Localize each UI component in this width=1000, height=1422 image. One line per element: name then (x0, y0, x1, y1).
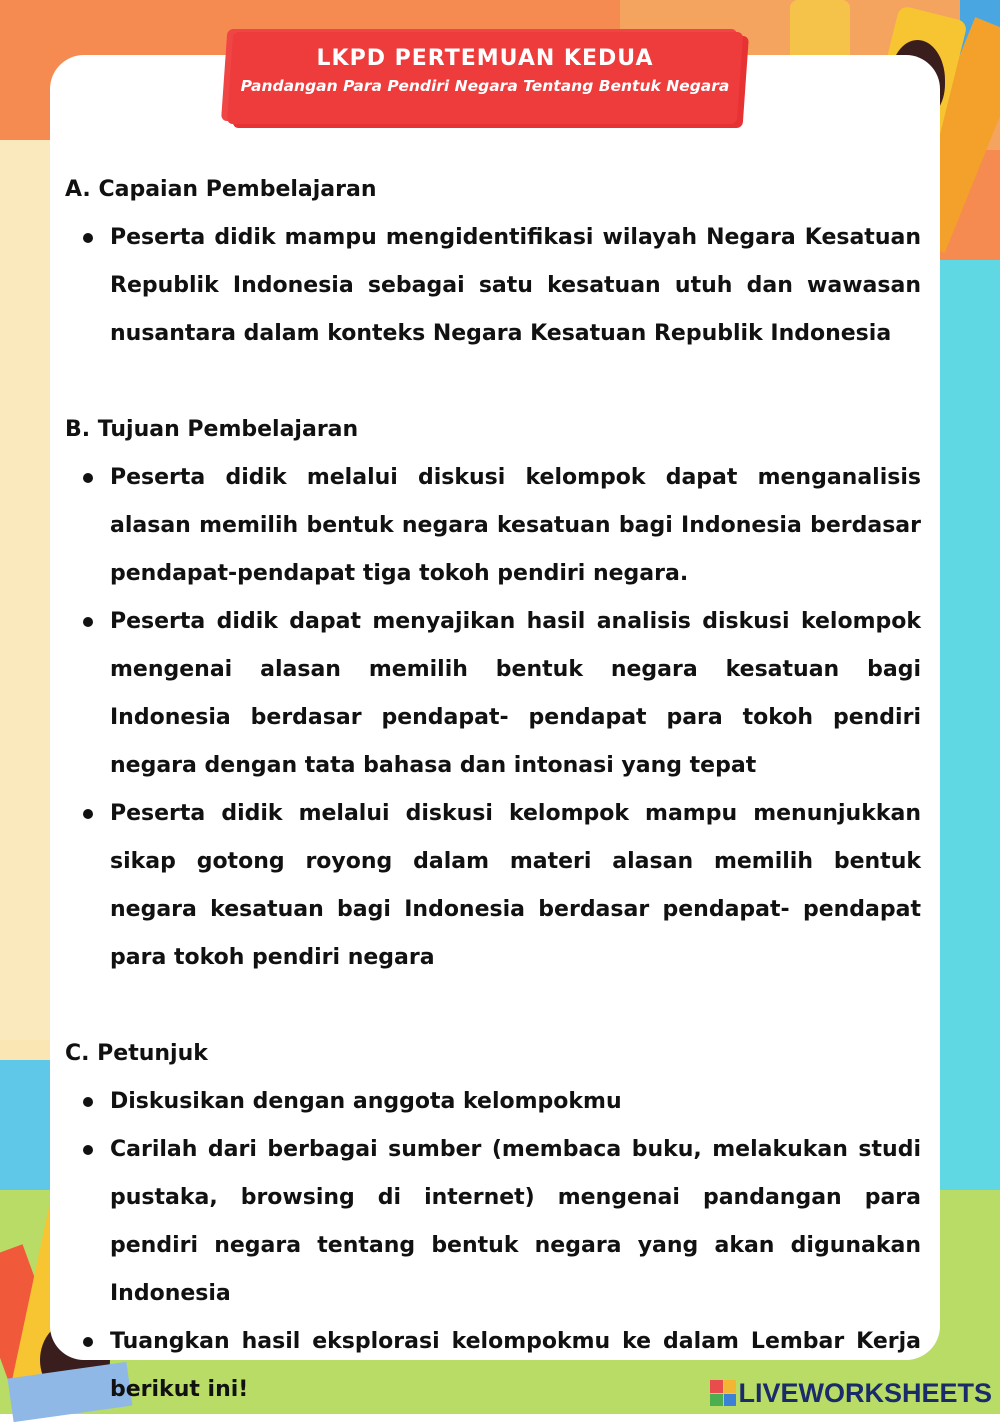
tujuan-list (65, 454, 921, 982)
list-item: Peserta didik dapat menyajikan hasil analisis diskusi kelompok mengenai alasan memilih bentuk negara kesatuan bagi Indonesia berdasar pendapat- pendapat para tokoh pendiri negara dengan tata bahasa dan intonasi yang tepat (110, 598, 921, 790)
list-item: Peserta didik melalui diskusi kelompok mampu menunjukkan sikap gotong royong dalam materi alasan memilih bentuk negara kesatuan bagi Indonesia berdasar pendapat- pendapat para tokoh pendiri negara (110, 790, 921, 982)
page-title: LKPD PERTEMUAN KEDUA (316, 46, 654, 71)
section-title-petunjuk: C. Petunjuk (65, 1041, 208, 1066)
list-item: Peserta didik melalui diskusi kelompok dapat menganalisis alasan memilih bentuk negara kesatuan bagi Indonesia berdasar pendapat-pendapat tiga tokoh pendiri negara. (110, 454, 921, 598)
list-item: Tuangkan hasil eksplorasi kelompokmu ke dalam Lembar Kerja berikut ini! (110, 1318, 921, 1414)
capaian-list (65, 214, 921, 358)
liveworksheets-logo[interactable] (710, 1378, 992, 1408)
title-banner-text (230, 32, 740, 124)
petunjuk-list (65, 1078, 921, 1414)
page-subtitle: Pandangan Para Pendiri Negara Tentang Bentuk Negara (240, 77, 730, 95)
section-title-capaian: A. Capaian Pembelajaran (65, 177, 377, 202)
brand-name: LIVEWORKSHEETS (738, 1377, 992, 1408)
list-item: Diskusikan dengan anggota kelompokmu (110, 1078, 921, 1126)
section-title-tujuan: B. Tujuan Pembelajaran (65, 417, 359, 442)
list-item: Carilah dari berbagai sumber (membaca buku, melakukan studi pustaka, browsing di internet) mengenai pandangan para pendiri negara tentang bentuk negara yang akan digunakan Indonesia (110, 1126, 921, 1318)
worksheet-content (65, 166, 921, 1414)
liveworksheets-icon (710, 1380, 736, 1406)
list-item: Peserta didik mampu mengidentifikasi wilayah Negara Kesatuan Republik Indonesia sebagai satu kesatuan utuh dan wawasan nusantara dalam konteks Negara Kesatuan Republik Indonesia (110, 214, 921, 358)
